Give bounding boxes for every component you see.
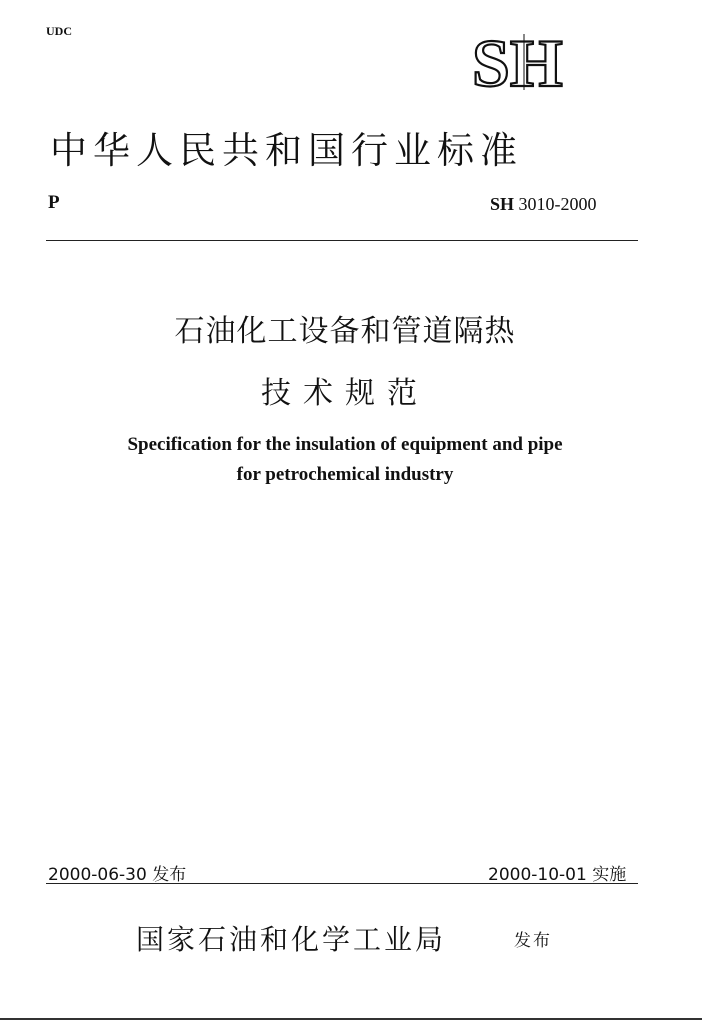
standard-code: SH: [490, 194, 515, 214]
bottom-divider: [46, 883, 638, 884]
udc-label: UDC: [46, 24, 72, 38]
standard-number: [490, 194, 597, 215]
top-divider: [46, 240, 638, 241]
publisher-name: 国家石油和化学工业局: [136, 923, 447, 956]
classification-category: P: [48, 192, 60, 213]
standard-title: 中华人民共和国行业标准: [50, 129, 523, 172]
implementation-date: 2000-10-01 实施: [488, 865, 627, 885]
sh-logo: [470, 30, 592, 92]
sh-logo-text: SH: [472, 30, 563, 92]
document-title-cn-line1: 石油化工设备和管道隔热: [174, 314, 516, 349]
page-bottom-edge: [0, 1018, 702, 1020]
standard-number-value: 3010-2000: [518, 194, 597, 214]
publisher-action: 发布: [514, 931, 552, 951]
document-title-en-line2: for petrochemical industry: [236, 464, 454, 485]
document-title-cn-line2: 技术规范: [261, 376, 429, 411]
document-title-en-line1: Specification for the insulation of equipment and pipe: [127, 434, 563, 455]
issue-date: 2000-06-30 发布: [48, 865, 187, 885]
